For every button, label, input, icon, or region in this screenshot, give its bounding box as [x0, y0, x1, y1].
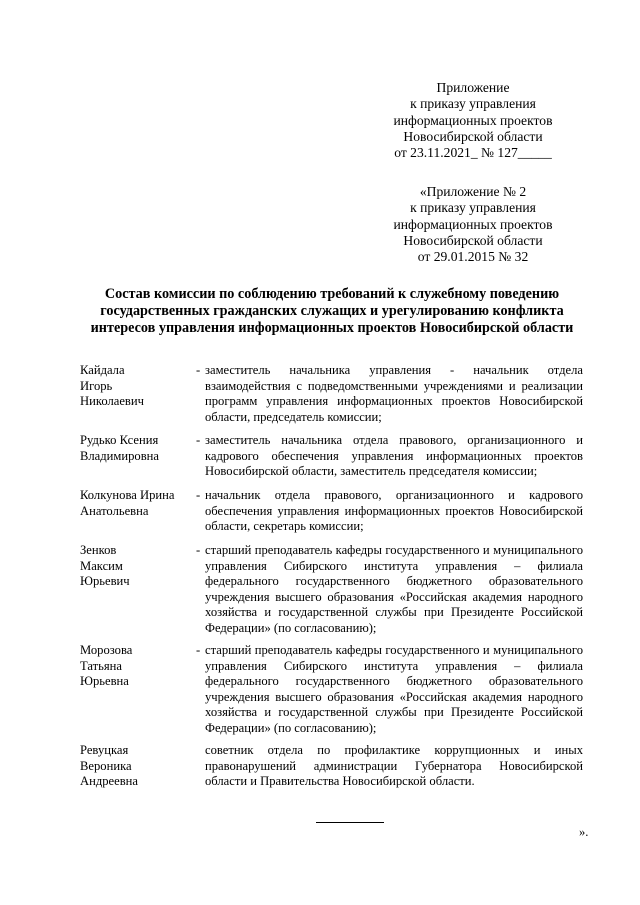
- approval-line: Новосибирской области: [403, 232, 543, 248]
- end-divider: [316, 822, 384, 823]
- member-role: старший преподаватель кафедры государственного и муниципального управления Сибирского института управления – филиала федерального государственного бюджетного образовательного учреждения высшего образования «Российская академия народного хозяйства и государственной службы при Президенте Российской Федерации» (по согласованию);: [205, 543, 583, 635]
- member-role: советник отдела по профилактике коррупционных и иных правонарушений администрации Губернатора Новосибирской области и Правительства Новосибирской области.: [205, 743, 583, 789]
- member-dash: -: [196, 433, 201, 447]
- approval-line: к приказу управления: [410, 96, 536, 112]
- name-line: Морозова: [80, 643, 133, 657]
- approval-line: от 29.01.2015 № 32: [417, 249, 529, 265]
- name-line: Юрьевич: [80, 574, 130, 589]
- member-name: [80, 643, 188, 690]
- title-line: интересов управления информационных проектов Новосибирской области: [90, 320, 574, 336]
- name-line: Владимировна: [80, 448, 159, 463]
- approval-line: информационных проектов: [393, 112, 553, 128]
- name-line: Максим: [80, 558, 123, 573]
- approval-line: Новосибирской области: [403, 128, 543, 144]
- member-dash: -: [196, 543, 201, 557]
- member-dash: -: [196, 363, 201, 377]
- document-title: [54, 286, 610, 337]
- member-role: заместитель начальника отдела правового, организационного и кадрового обеспечения управления информационных проектов Новосибирской области, заместитель председателя комиссии;: [205, 433, 583, 479]
- member-name: [80, 363, 188, 410]
- name-line: Вероника: [80, 758, 132, 773]
- approval-block-previous: [353, 184, 593, 265]
- approval-block-current: [353, 80, 593, 161]
- member-dash: -: [196, 643, 201, 657]
- member-name: [80, 743, 188, 790]
- member-dash: -: [196, 488, 201, 502]
- approval-line: Приложение: [436, 80, 510, 95]
- name-line: Рудько Ксения: [80, 433, 159, 447]
- name-line: Ревуцкая: [80, 743, 129, 757]
- name-line: Игорь: [80, 378, 113, 393]
- member-name: [80, 543, 188, 590]
- approval-line: «Приложение № 2: [419, 184, 527, 199]
- member-name: [80, 488, 188, 519]
- name-line: Анатольевна: [80, 503, 149, 518]
- name-line: Юрьевна: [80, 674, 129, 689]
- approval-line: к приказу управления: [410, 200, 536, 216]
- title-line: Состав комиссии по соблюдению требований к служебному поведению: [104, 286, 560, 302]
- member-role: заместитель начальника управления - начальник отдела взаимодействия с подведомственными учреждениями и реализации программ управления информационных проектов Новосибирской области, председатель комиссии;: [205, 363, 583, 424]
- name-line: Зенков: [80, 543, 117, 557]
- member-role: старший преподаватель кафедры государственного и муниципального управления Сибирского института управления – филиала федерального государственного бюджетного образовательного учреждения высшего образования «Российская академия народного хозяйства и государственной службы при Президенте Российской Федерации» (по согласованию);: [205, 643, 583, 735]
- name-line: Татьяна: [80, 658, 123, 673]
- closing-quote: ».: [579, 825, 589, 839]
- name-line: Николаевич: [80, 394, 144, 409]
- member-name: [80, 433, 188, 464]
- name-line: Кайдала: [80, 363, 125, 377]
- name-line: Андреевна: [80, 774, 138, 789]
- approval-line: информационных проектов: [393, 216, 553, 232]
- approval-line: от 23.11.2021_ № 127_____: [394, 145, 552, 161]
- title-line: государственных гражданских служащих и урегулированию конфликта: [100, 303, 564, 319]
- name-line: Колкунова Ирина: [80, 488, 175, 502]
- member-role: начальник отдела правового, организационного и кадрового обеспечения управления информационных проектов Новосибирской области, секретарь комиссии;: [205, 488, 583, 534]
